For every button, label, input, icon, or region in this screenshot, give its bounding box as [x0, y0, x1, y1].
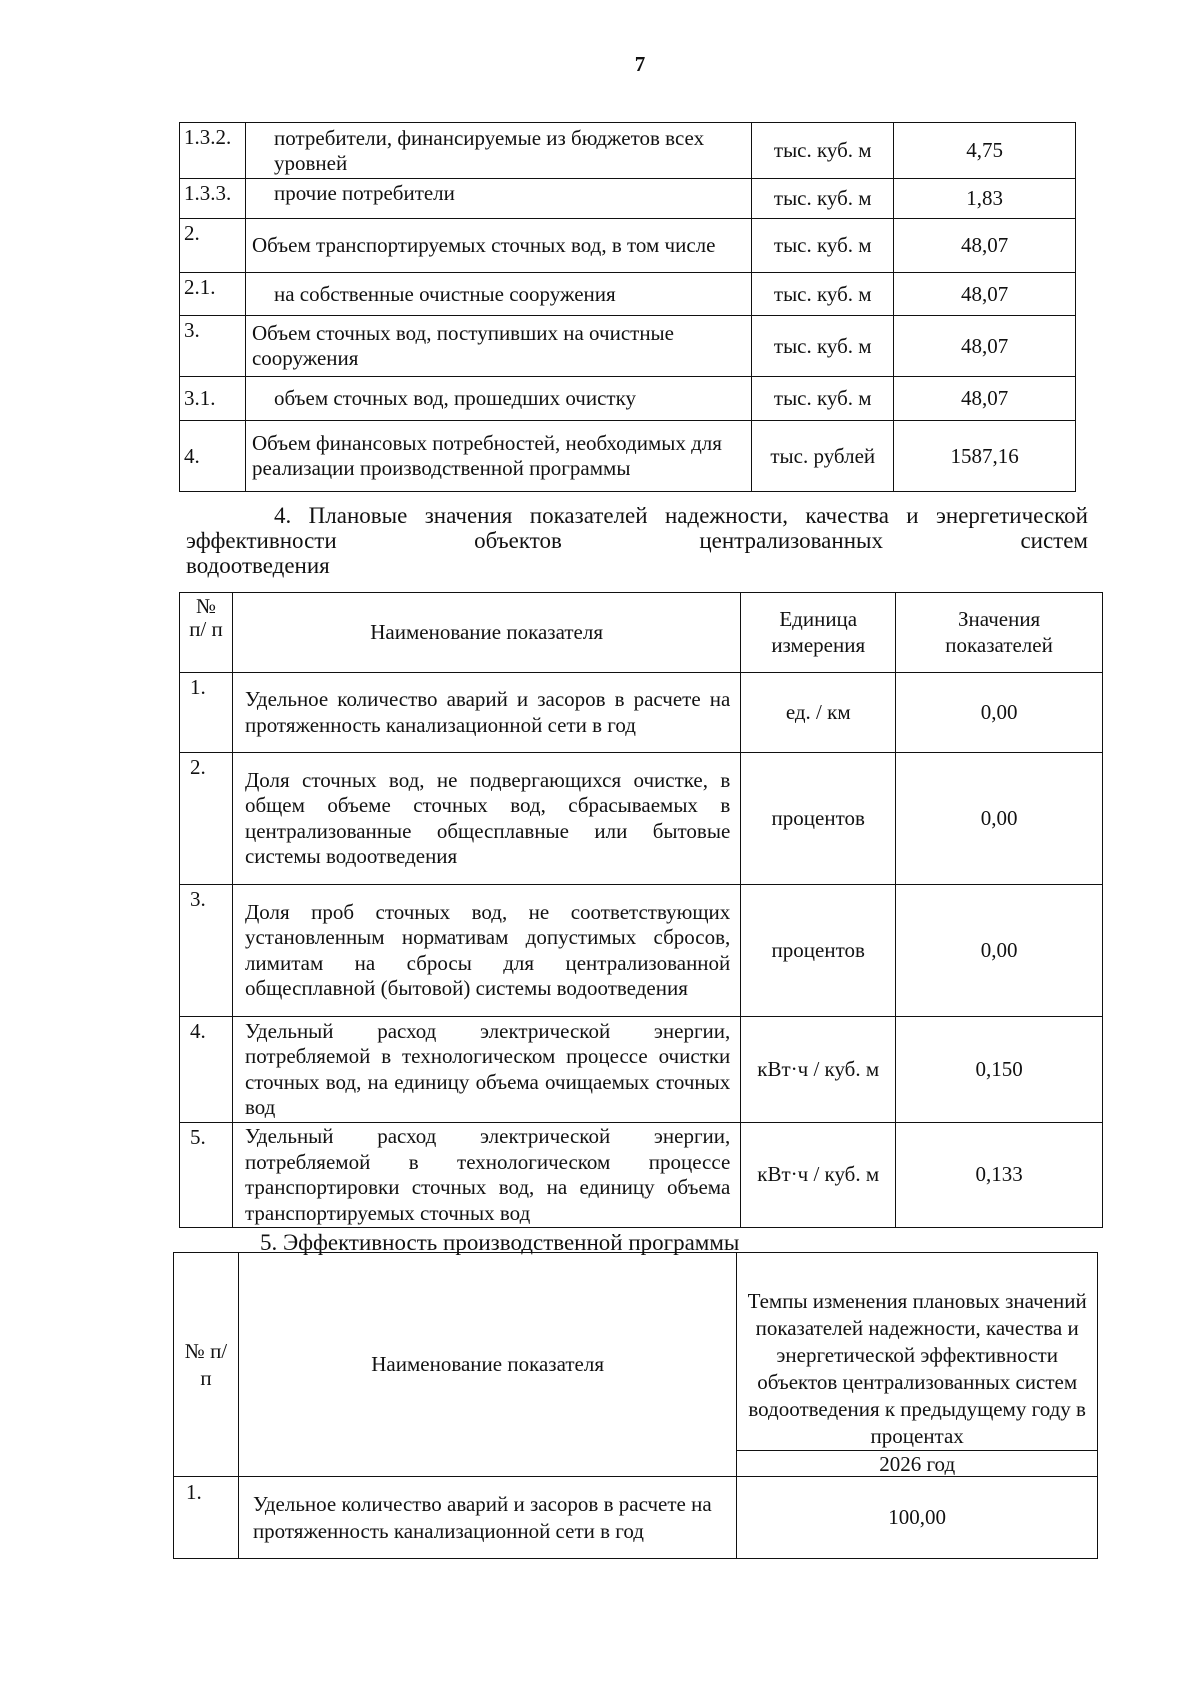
- row-unit: тыс. куб. м: [752, 179, 894, 219]
- row-value: 1,83: [894, 179, 1076, 219]
- row-name: Удельный расход электрической энергии, потребляемой в технологическом процессе очистки сточных вод, на единицу объема очищаемых сточных вод: [232, 1017, 740, 1123]
- row-value: 48,07: [894, 316, 1076, 377]
- row-number: 2.1.: [180, 273, 246, 316]
- table-row: [180, 219, 1076, 273]
- row-unit: процентов: [741, 885, 896, 1017]
- row-name: Удельный расход электрической энергии, потребляемой в технологическом процессе транспортировки сточных вод, на единицу объема транспортируемых сточных вод: [232, 1123, 740, 1228]
- row-name: потребители, финансируемые из бюджетов всех уровней: [245, 123, 751, 179]
- header-name: Наименование показателя: [232, 593, 740, 673]
- indicators-table: [179, 592, 1103, 1228]
- row-unit: тыс. куб. м: [752, 123, 894, 179]
- row-value: 4,75: [894, 123, 1076, 179]
- section-4-heading-line2: водоотведения: [186, 553, 330, 578]
- header-number: № п/ п: [180, 593, 233, 673]
- row-value: 100,00: [737, 1477, 1098, 1559]
- table-row: [180, 377, 1076, 421]
- row-value: 0,00: [896, 753, 1103, 885]
- row-number: 5.: [180, 1123, 233, 1228]
- efficiency-table: [173, 1252, 1098, 1559]
- row-value: 0,150: [896, 1017, 1103, 1123]
- row-number: 4.: [180, 1017, 233, 1123]
- table-row: [180, 1017, 1103, 1123]
- row-value: 1587,16: [894, 421, 1076, 492]
- table-row: [180, 885, 1103, 1017]
- table-row: [180, 753, 1103, 885]
- row-number: 1.3.2.: [180, 123, 246, 179]
- table-row: [180, 179, 1076, 219]
- row-number: 2.: [180, 753, 233, 885]
- header-value: Значения показателей: [896, 593, 1103, 673]
- row-value: 48,07: [894, 219, 1076, 273]
- row-name: Удельное количество аварий и засоров в расчете на протяженность канализационной сети в год: [238, 1477, 736, 1559]
- header-number: № п/п: [174, 1253, 239, 1477]
- section-4-heading: [186, 503, 1088, 578]
- table-header-row: [180, 593, 1103, 673]
- table-row: [174, 1477, 1098, 1559]
- row-unit: кВт·ч / куб. м: [741, 1123, 896, 1228]
- page-number: 7: [634, 52, 646, 76]
- row-value: 0,00: [896, 673, 1103, 753]
- section-5-heading: 5. Эффективность производственной программы: [260, 1230, 740, 1255]
- row-number: 4.: [180, 421, 246, 492]
- table-row: [180, 123, 1076, 179]
- header-name: Наименование показателя: [238, 1253, 736, 1477]
- row-unit: тыс. куб. м: [752, 219, 894, 273]
- header-year: 2026 год: [737, 1451, 1098, 1477]
- row-name: Доля проб сточных вод, не соответствующих установленным нормативам допустимых сбросов, лимитам на сбросы для централизованной общесплавной (бытовой) системы водоотведения: [232, 885, 740, 1017]
- row-value: 0,00: [896, 885, 1103, 1017]
- row-unit: ед. / км: [741, 673, 896, 753]
- row-name: Объем сточных вод, поступивших на очистные сооружения: [245, 316, 751, 377]
- row-name: Доля сточных вод, не подвергающихся очистке, в общем объеме сточных вод, сбрасываемых в централизованные общесплавные или бытовые системы водоотведения: [232, 753, 740, 885]
- row-name: прочие потребители: [245, 179, 751, 219]
- row-number: 1.3.3.: [180, 179, 246, 219]
- table-row: [180, 421, 1076, 492]
- table-header-row: [174, 1253, 1098, 1451]
- row-name: объем сточных вод, прошедших очистку: [245, 377, 751, 421]
- row-unit: кВт·ч / куб. м: [741, 1017, 896, 1123]
- table-row: [180, 1123, 1103, 1228]
- row-number: 1.: [174, 1477, 239, 1559]
- row-name: Объем финансовых потребностей, необходимых для реализации производственной программы: [245, 421, 751, 492]
- table-row: [180, 673, 1103, 753]
- row-unit: тыс. куб. м: [752, 316, 894, 377]
- row-number: 3.: [180, 885, 233, 1017]
- table-row: [180, 273, 1076, 316]
- row-value: 0,133: [896, 1123, 1103, 1228]
- row-unit: тыс. куб. м: [752, 273, 894, 316]
- row-name: на собственные очистные сооружения: [245, 273, 751, 316]
- row-name: Объем транспортируемых сточных вод, в том числе: [245, 219, 751, 273]
- header-unit: Единица измерения: [741, 593, 896, 673]
- section-4-heading-line1: 4. Плановые значения показателей надежности, качества и энергетической эффективности объектов централизованных систем: [186, 503, 1088, 553]
- row-name: Удельное количество аварий и засоров в расчете на протяженность канализационной сети в год: [232, 673, 740, 753]
- header-rate: Темпы изменения плановых значений показателей надежности, качества и энергетической эффективности объектов централизованных систем водоотведения к предыдущему году в процентах: [737, 1253, 1098, 1451]
- row-unit: тыс. рублей: [752, 421, 894, 492]
- row-value: 48,07: [894, 273, 1076, 316]
- row-value: 48,07: [894, 377, 1076, 421]
- row-number: 3.1.: [180, 377, 246, 421]
- table-row: [180, 316, 1076, 377]
- row-unit: процентов: [741, 753, 896, 885]
- row-number: 3.: [180, 316, 246, 377]
- volumes-table: [179, 122, 1076, 492]
- row-number: 2.: [180, 219, 246, 273]
- row-unit: тыс. куб. м: [752, 377, 894, 421]
- row-number: 1.: [180, 673, 233, 753]
